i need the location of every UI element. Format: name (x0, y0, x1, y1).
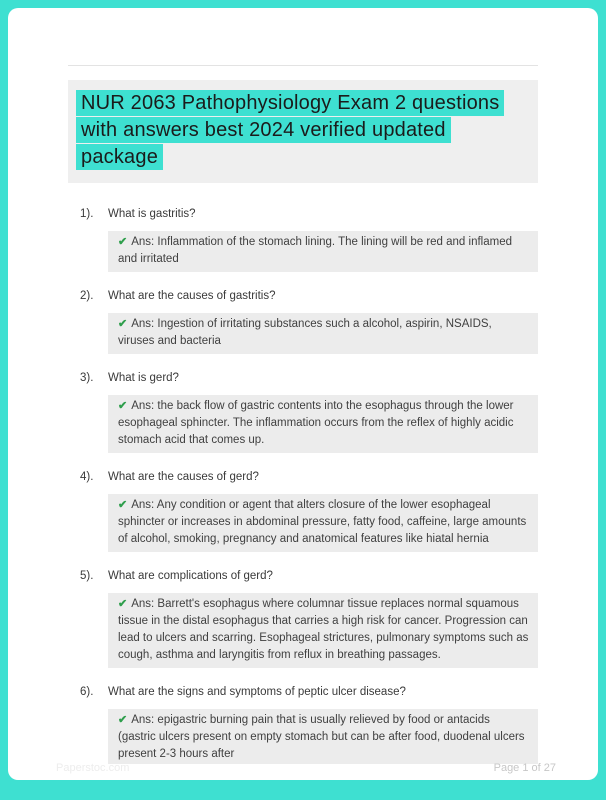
top-divider (68, 65, 538, 66)
answer-text: Ans: Ingestion of irritating substances such a alcohol, aspirin, NSAIDS, viruses and bacteria (118, 318, 492, 347)
answer-text: Ans: epigastric burning pain that is usually relieved by food or antacids (gastric ulcers present on empty stomach but can be after food, duodenal ulcers present 2-3 hours after (118, 714, 525, 760)
answer-box (108, 231, 538, 272)
answer-box (108, 709, 538, 764)
question-number: 1). (80, 208, 94, 220)
question-item (68, 370, 538, 453)
question-row (68, 206, 538, 223)
question-row (68, 568, 538, 585)
answer-box (108, 395, 538, 453)
check-icon: ✔ (118, 318, 128, 330)
check-icon: ✔ (118, 499, 128, 511)
page-title (76, 90, 526, 171)
question-text: What is gerd? (108, 372, 179, 384)
title-highlight: NUR 2063 Pathophysiology Exam 2 questions with answers best 2024 verified updated package (76, 90, 504, 170)
question-number: 3). (80, 372, 94, 384)
answer-text: Ans: Any condition or agent that alters closure of the lower esophageal sphincter or increases in abdominal pressure, fatty food, caffeine, large amounts of alcohol, smoking, pregnancy and anatomical features like hiatal hernia (118, 499, 527, 545)
question-item (68, 568, 538, 668)
document-page (8, 8, 598, 780)
watermark-text: Paperstoc.com (56, 762, 130, 774)
question-item (68, 206, 538, 272)
answer-text: Ans: Inflammation of the stomach lining. The lining will be red and inflamed and irritated (118, 236, 512, 265)
question-text: What are complications of gerd? (108, 570, 273, 582)
question-text: What are the signs and symptoms of peptic ulcer disease? (108, 686, 406, 698)
question-number: 5). (80, 570, 94, 582)
question-row (68, 469, 538, 486)
answer-box (108, 313, 538, 354)
question-number: 6). (80, 686, 94, 698)
question-list (68, 206, 538, 764)
question-item (68, 684, 538, 764)
question-row (68, 370, 538, 387)
check-icon: ✔ (118, 598, 128, 610)
question-text: What is gastritis? (108, 208, 196, 220)
question-number: 4). (80, 471, 94, 483)
check-icon: ✔ (118, 400, 128, 412)
check-icon: ✔ (118, 714, 128, 726)
check-icon: ✔ (118, 236, 128, 248)
answer-box (108, 593, 538, 668)
answer-text: Ans: Barrett's esophagus where columnar tissue replaces normal squamous tissue in the distal esophagus that carries a high risk for cancer. Progression can lead to ulcers and scarring. Esophageal strictures, pulmonary symptoms such as cough, asthma and laryngitis from reflux in breathing passages. (118, 598, 529, 661)
question-number: 2). (80, 290, 94, 302)
question-text: What are the causes of gastritis? (108, 290, 276, 302)
title-block (68, 80, 538, 183)
page-footer (8, 762, 598, 778)
question-item (68, 469, 538, 552)
page-indicator: Page 1 of 27 (493, 762, 556, 774)
question-row (68, 684, 538, 701)
question-item (68, 288, 538, 354)
question-row (68, 288, 538, 305)
answer-box (108, 494, 538, 552)
question-text: What are the causes of gerd? (108, 471, 259, 483)
answer-text: Ans: the back flow of gastric contents into the esophagus through the lower esophageal sphincter. The inflammation occurs from the reflex of highly acidic stomach acid that comes up. (118, 400, 514, 446)
